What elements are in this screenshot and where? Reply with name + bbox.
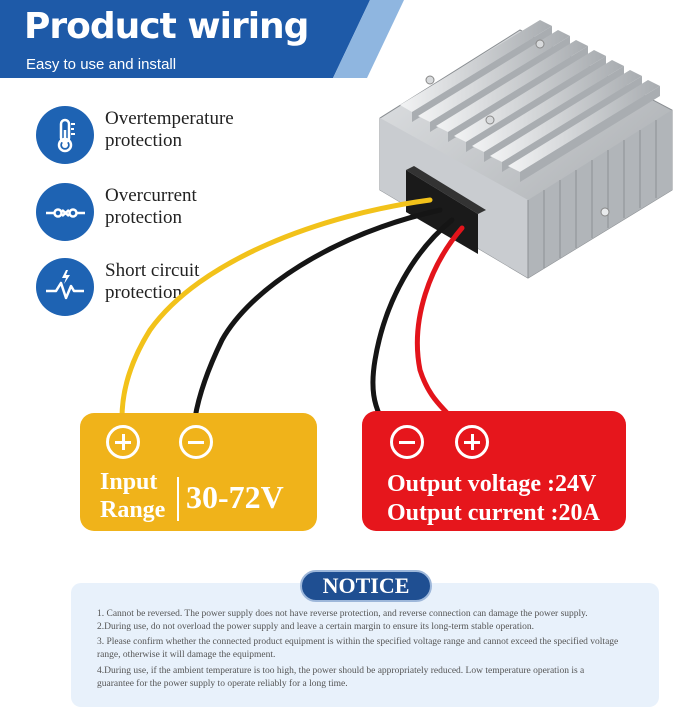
input-label-line1: Input bbox=[100, 469, 158, 495]
plus-icon bbox=[106, 425, 140, 459]
input-label bbox=[100, 468, 165, 524]
input-range-value: 30-72V bbox=[186, 479, 284, 515]
notice-item: 4.During use, if the ambient temperature is too high, the power should be appropriately reduced. Low temperature operation is a guarantee for the power supply to operate reliably for a long time. bbox=[97, 666, 585, 689]
notice-title: NOTICE bbox=[300, 570, 432, 602]
feature-line2: protection bbox=[105, 130, 183, 151]
minus-icon bbox=[390, 425, 424, 459]
feature-line1: Overcurrent bbox=[105, 185, 197, 206]
wires bbox=[122, 200, 462, 418]
feature-line2: protection bbox=[105, 207, 183, 228]
output-current: Output current :20A bbox=[387, 500, 600, 526]
minus-icon bbox=[179, 425, 213, 459]
page-title: Product wiring bbox=[24, 6, 309, 47]
feature-line2: protection bbox=[105, 282, 183, 303]
notice-item: 2.During use, do not overload the power supply and leave a certain margin to ensure its long-term stable operation. bbox=[97, 622, 534, 632]
feature-line1: Overtemperature bbox=[105, 108, 234, 129]
input-divider bbox=[177, 477, 179, 521]
page-subtitle: Easy to use and install bbox=[26, 56, 177, 73]
input-label-line2: Range bbox=[100, 497, 166, 523]
feature-line1: Short circuit bbox=[105, 260, 200, 281]
notice-item: 3. Please confirm whether the connected product equipment is within the specified voltage range and cannot exceed the specified voltage range, otherwise it will damage the equipment. bbox=[97, 637, 619, 660]
output-voltage: Output voltage :24V bbox=[387, 471, 597, 497]
notice-item: 1. Cannot be reversed. The power supply does not have reverse protection, and reverse connection can damage the power supply. bbox=[97, 609, 588, 619]
plus-icon bbox=[455, 425, 489, 459]
